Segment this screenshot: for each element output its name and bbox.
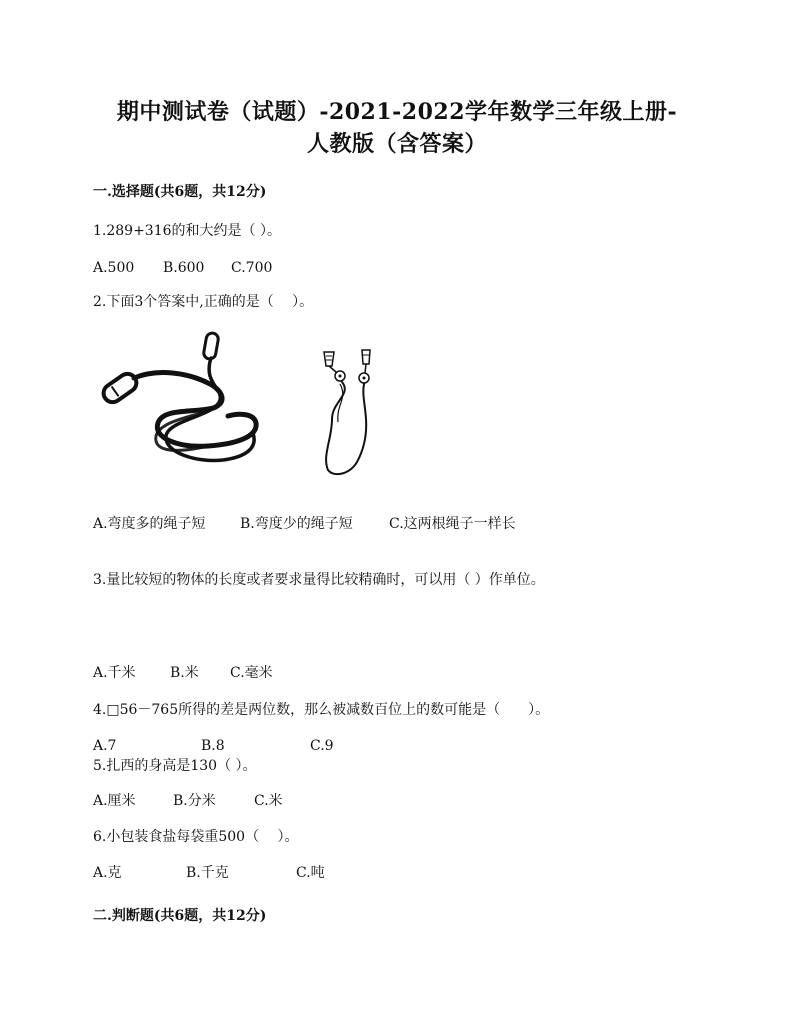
rope-handle-left xyxy=(324,352,345,381)
rope-curvy-image xyxy=(98,328,263,473)
option-b: B.千克 xyxy=(186,865,229,881)
option-c: C.米 xyxy=(254,793,283,809)
option-b: B.分米 xyxy=(173,793,216,809)
option-c: C.700 xyxy=(231,260,273,276)
option-a: A.弯度多的绳子短 xyxy=(93,516,206,532)
section-heading-choice: 一.选择题(共6题，共12分) xyxy=(93,184,267,200)
question-1: 1.289+316的和大约是（ ）。 xyxy=(93,223,281,239)
option-a: A.厘米 xyxy=(93,793,136,809)
page-title-line2: 人教版（含答案） xyxy=(306,131,487,157)
rope-handle-right xyxy=(359,350,370,383)
option-b: B.米 xyxy=(170,665,199,681)
option-a: A.千米 xyxy=(93,665,136,681)
option-c: C.吨 xyxy=(296,865,325,881)
option-a: A.克 xyxy=(93,865,122,881)
question-3: 3.量比较短的物体的长度或者要求量得比较精确时，可以用（ ）作单位。 xyxy=(93,572,545,588)
option-c: C.毫米 xyxy=(230,665,273,681)
section-heading-judgment: 二.判断题(共6题，共12分) xyxy=(93,908,267,924)
question-2: 2.下面3个答案中,正确的是（ ）。 xyxy=(93,294,314,310)
option-c: C.这两根绳子一样长 xyxy=(389,516,516,532)
option-a: A.7 xyxy=(93,738,117,754)
rope-handle-top xyxy=(203,332,219,360)
option-c: C.9 xyxy=(310,738,334,754)
option-a: A.500 xyxy=(93,260,135,276)
option-b: B.600 xyxy=(163,260,205,276)
option-b: B.弯度少的绳子短 xyxy=(240,516,353,532)
page-title-line1: 期中测试卷（试题）-2021-2022学年数学三年级上册- xyxy=(116,99,678,125)
question-6: 6.小包装食盐每袋重500（ ）。 xyxy=(93,829,299,845)
question-4: 4.□56－765所得的差是两位数，那么被减数百位上的数可能是（ ）。 xyxy=(93,702,550,718)
rope-straight-image xyxy=(312,344,392,479)
option-b: B.8 xyxy=(201,738,225,754)
question-5: 5.扎西的身高是130（ ）。 xyxy=(93,758,257,774)
